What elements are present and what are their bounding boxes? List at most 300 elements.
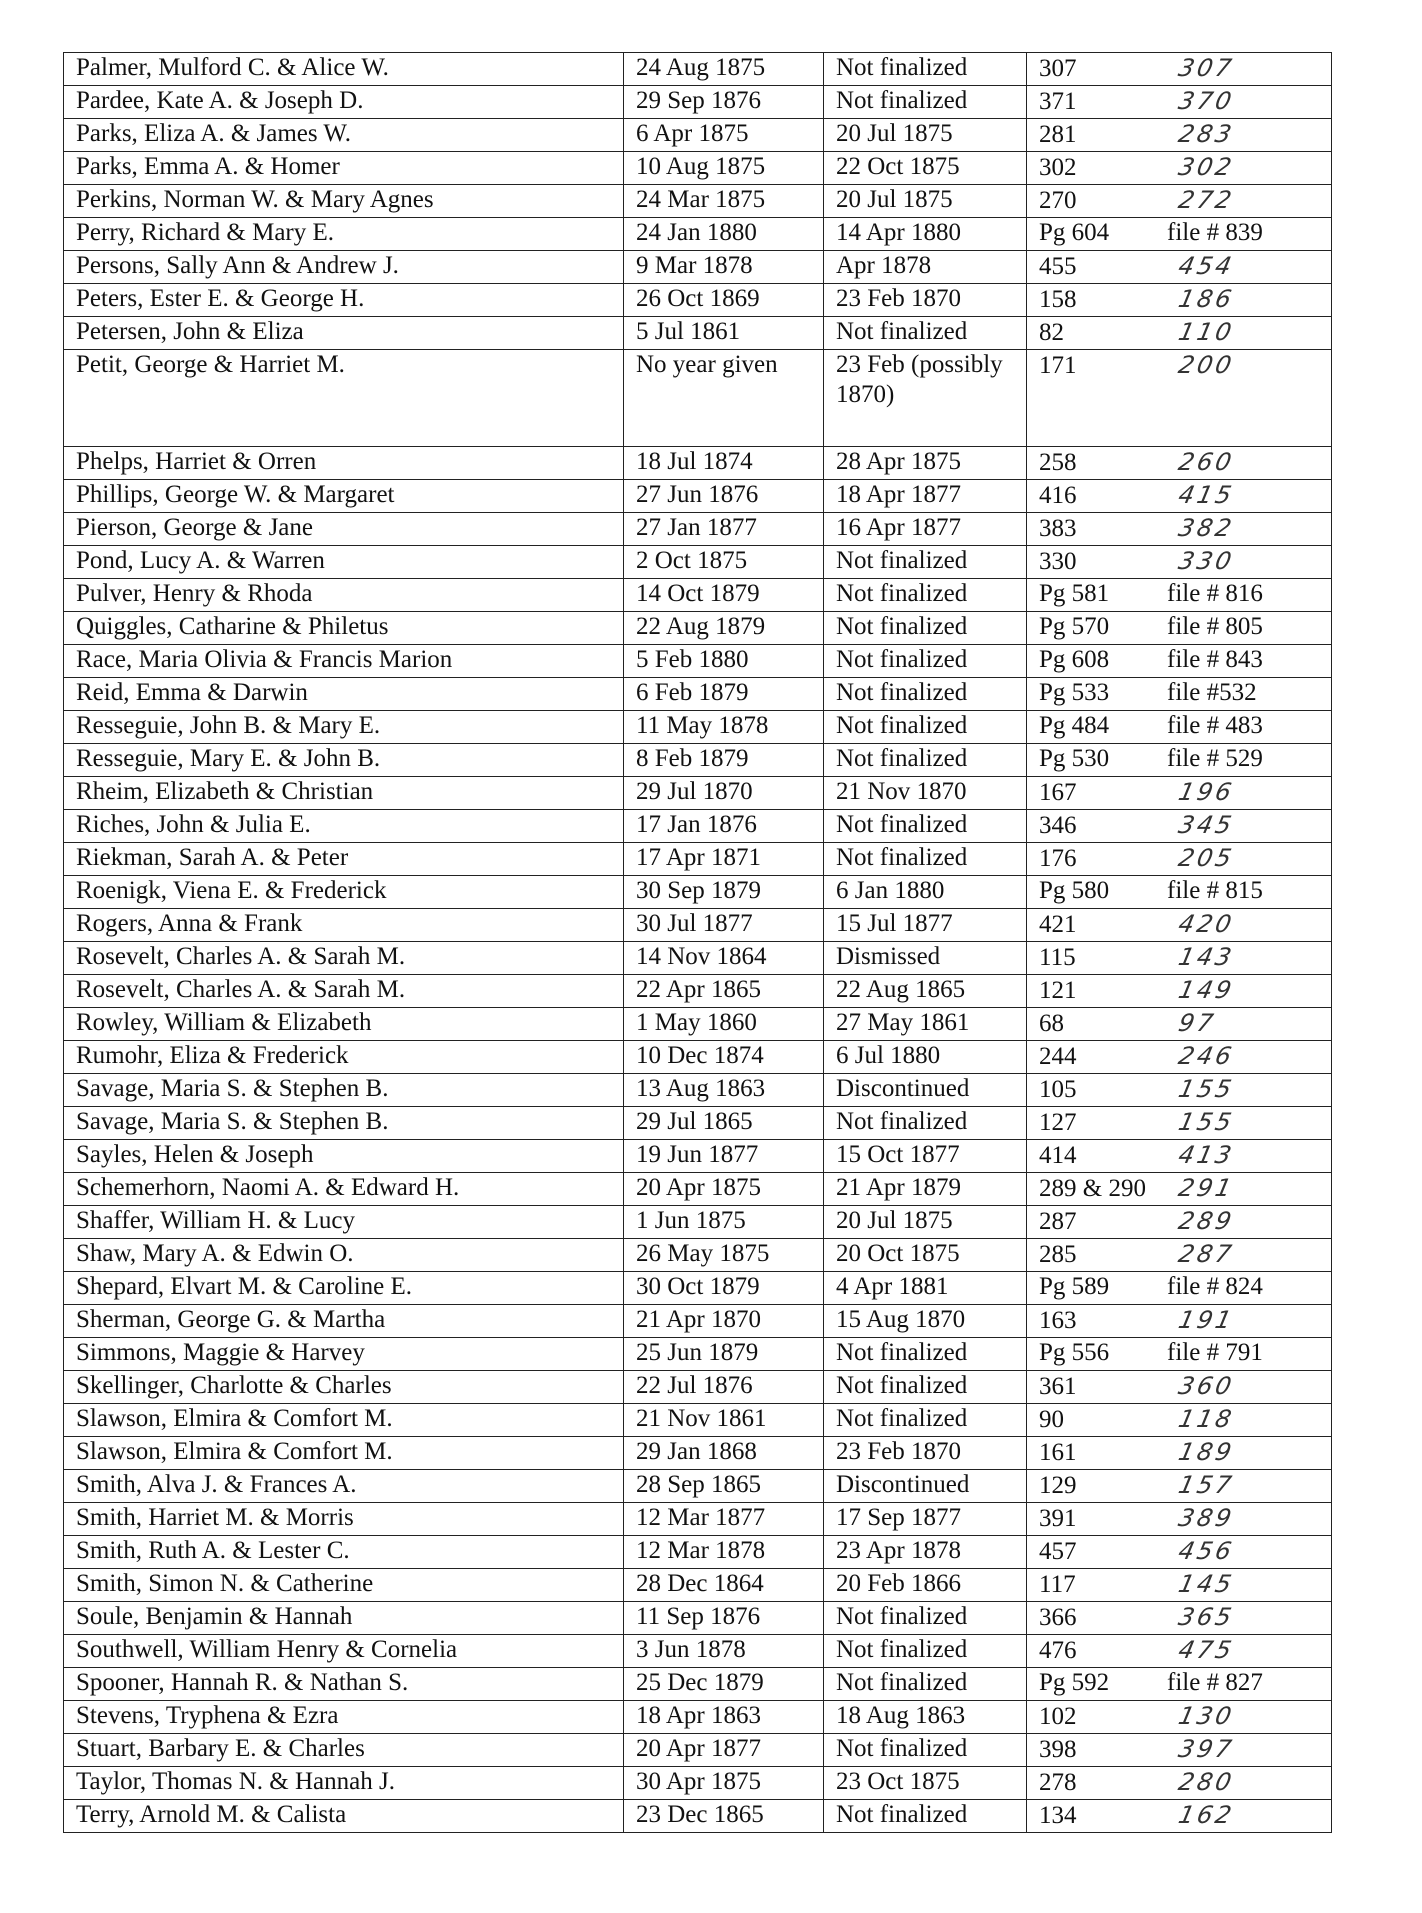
table-row bbox=[64, 1767, 1332, 1800]
finalized-cell: Not finalized bbox=[824, 1800, 1027, 1833]
file-number-cell bbox=[1027, 777, 1332, 810]
party-names-cell: Savage, Maria S. & Stephen B. bbox=[64, 1107, 624, 1140]
table-row bbox=[64, 119, 1332, 152]
table-row bbox=[64, 975, 1332, 1008]
file-number-cell bbox=[1027, 1305, 1332, 1338]
file-number-cell bbox=[1027, 579, 1332, 612]
handwritten-number: 287 bbox=[1176, 1240, 1237, 1268]
handwritten-number: 280 bbox=[1176, 1768, 1237, 1796]
party-names-cell: Parks, Eliza A. & James W. bbox=[64, 119, 624, 152]
table-row bbox=[64, 1074, 1332, 1107]
filed-date-cell: 24 Mar 1875 bbox=[624, 185, 824, 218]
file-number-label: file # 483 bbox=[1167, 712, 1263, 739]
table-row bbox=[64, 909, 1332, 942]
finalized-cell: 15 Jul 1877 bbox=[824, 909, 1027, 942]
finalized-cell: Not finalized bbox=[824, 1338, 1027, 1371]
finalized-cell: Not finalized bbox=[824, 317, 1027, 350]
table-row bbox=[64, 1569, 1332, 1602]
file-number-cell bbox=[1027, 1470, 1332, 1503]
file-page-number: Pg 592 bbox=[1039, 1669, 1110, 1696]
file-number-label: file # 827 bbox=[1167, 1669, 1263, 1696]
party-names-cell: Parks, Emma A. & Homer bbox=[64, 152, 624, 185]
finalized-cell: Not finalized bbox=[824, 53, 1027, 86]
filed-date-cell: 8 Feb 1879 bbox=[624, 744, 824, 777]
table-row bbox=[64, 1173, 1332, 1206]
finalized-cell: 23 Feb 1870 bbox=[824, 1437, 1027, 1470]
file-page-number: Pg 556 bbox=[1039, 1339, 1110, 1366]
filed-date-cell: 1 Jun 1875 bbox=[624, 1206, 824, 1239]
file-page-number: Pg 589 bbox=[1039, 1273, 1110, 1300]
file-number-cell bbox=[1027, 447, 1332, 480]
finalized-cell: 15 Oct 1877 bbox=[824, 1140, 1027, 1173]
file-number-cell bbox=[1027, 86, 1332, 119]
file-page-number: 476 bbox=[1039, 1637, 1077, 1664]
file-page-number: 455 bbox=[1039, 253, 1077, 280]
table-row bbox=[64, 1404, 1332, 1437]
file-number-label: file #532 bbox=[1167, 679, 1257, 706]
party-names-cell: Southwell, William Henry & Cornelia bbox=[64, 1635, 624, 1668]
file-number-cell bbox=[1027, 480, 1332, 513]
table-row bbox=[64, 447, 1332, 480]
filed-date-cell: No year given bbox=[624, 350, 824, 447]
file-number-cell bbox=[1027, 942, 1332, 975]
filed-date-cell: 19 Jun 1877 bbox=[624, 1140, 824, 1173]
filed-date-cell: 29 Jan 1868 bbox=[624, 1437, 824, 1470]
file-number-label: file # 529 bbox=[1167, 745, 1263, 772]
table-row bbox=[64, 711, 1332, 744]
filed-date-cell: 25 Jun 1879 bbox=[624, 1338, 824, 1371]
finalized-cell: Not finalized bbox=[824, 810, 1027, 843]
file-number-cell bbox=[1027, 843, 1332, 876]
file-number-cell bbox=[1027, 1239, 1332, 1272]
table-row bbox=[64, 1602, 1332, 1635]
table-row bbox=[64, 1338, 1332, 1371]
finalized-cell: 20 Oct 1875 bbox=[824, 1239, 1027, 1272]
table-row bbox=[64, 86, 1332, 119]
file-page-number: 244 bbox=[1039, 1043, 1077, 1070]
party-names-cell: Rumohr, Eliza & Frederick bbox=[64, 1041, 624, 1074]
table-row bbox=[64, 1272, 1332, 1305]
handwritten-number: 155 bbox=[1176, 1075, 1237, 1103]
file-page-number: 258 bbox=[1039, 449, 1077, 476]
file-page-number: Pg 608 bbox=[1039, 646, 1110, 673]
filed-date-cell: 10 Aug 1875 bbox=[624, 152, 824, 185]
filed-date-cell: 26 May 1875 bbox=[624, 1239, 824, 1272]
party-names-cell: Resseguie, Mary E. & John B. bbox=[64, 744, 624, 777]
handwritten-number: 246 bbox=[1176, 1042, 1237, 1070]
handwritten-number: 345 bbox=[1176, 811, 1237, 839]
file-page-number: 134 bbox=[1039, 1802, 1077, 1829]
table-row bbox=[64, 777, 1332, 810]
table-row bbox=[64, 1800, 1332, 1833]
file-number-cell bbox=[1027, 1371, 1332, 1404]
party-names-cell: Stuart, Barbary E. & Charles bbox=[64, 1734, 624, 1767]
party-names-cell: Pierson, George & Jane bbox=[64, 513, 624, 546]
party-names-cell: Soule, Benjamin & Hannah bbox=[64, 1602, 624, 1635]
handwritten-number: 145 bbox=[1176, 1570, 1237, 1598]
finalized-cell: Not finalized bbox=[824, 612, 1027, 645]
finalized-cell: Not finalized bbox=[824, 1107, 1027, 1140]
party-names-cell: Spooner, Hannah R. & Nathan S. bbox=[64, 1668, 624, 1701]
file-number-label: file # 824 bbox=[1167, 1273, 1263, 1300]
handwritten-number: 143 bbox=[1176, 943, 1237, 971]
file-number-cell bbox=[1027, 1140, 1332, 1173]
handwritten-number: 110 bbox=[1176, 318, 1237, 346]
file-page-number: Pg 484 bbox=[1039, 712, 1110, 739]
table-row bbox=[64, 1140, 1332, 1173]
records-sheet bbox=[63, 52, 1331, 1833]
file-number-cell bbox=[1027, 1338, 1332, 1371]
filed-date-cell: 21 Apr 1870 bbox=[624, 1305, 824, 1338]
party-names-cell: Taylor, Thomas N. & Hannah J. bbox=[64, 1767, 624, 1800]
party-names-cell: Rogers, Anna & Frank bbox=[64, 909, 624, 942]
table-row bbox=[64, 350, 1332, 447]
table-row bbox=[64, 185, 1332, 218]
party-names-cell: Petersen, John & Eliza bbox=[64, 317, 624, 350]
table-row bbox=[64, 1635, 1332, 1668]
file-number-cell bbox=[1027, 350, 1332, 447]
filed-date-cell: 11 Sep 1876 bbox=[624, 1602, 824, 1635]
filed-date-cell: 29 Jul 1870 bbox=[624, 777, 824, 810]
handwritten-number: 413 bbox=[1176, 1141, 1237, 1169]
file-page-number: 307 bbox=[1039, 55, 1077, 82]
file-page-number: 82 bbox=[1039, 319, 1064, 346]
handwritten-number: 260 bbox=[1176, 448, 1237, 476]
handwritten-number: 415 bbox=[1176, 481, 1237, 509]
handwritten-number: 302 bbox=[1176, 153, 1237, 181]
party-names-cell: Perry, Richard & Mary E. bbox=[64, 218, 624, 251]
file-number-cell bbox=[1027, 1206, 1332, 1239]
file-number-cell bbox=[1027, 513, 1332, 546]
filed-date-cell: 17 Jan 1876 bbox=[624, 810, 824, 843]
file-number-cell bbox=[1027, 678, 1332, 711]
table-row bbox=[64, 612, 1332, 645]
filed-date-cell: 21 Nov 1861 bbox=[624, 1404, 824, 1437]
file-page-number: 117 bbox=[1039, 1571, 1076, 1598]
filed-date-cell: 29 Sep 1876 bbox=[624, 86, 824, 119]
party-names-cell: Phillips, George W. & Margaret bbox=[64, 480, 624, 513]
finalized-cell: 18 Apr 1877 bbox=[824, 480, 1027, 513]
filed-date-cell: 17 Apr 1871 bbox=[624, 843, 824, 876]
records-body bbox=[64, 53, 1332, 1833]
file-number-cell bbox=[1027, 1272, 1332, 1305]
party-names-cell: Pond, Lucy A. & Warren bbox=[64, 546, 624, 579]
handwritten-number: 162 bbox=[1176, 1801, 1237, 1829]
file-number-cell bbox=[1027, 119, 1332, 152]
file-number-cell bbox=[1027, 1668, 1332, 1701]
finalized-cell: Not finalized bbox=[824, 843, 1027, 876]
file-number-cell bbox=[1027, 744, 1332, 777]
file-number-cell bbox=[1027, 1602, 1332, 1635]
finalized-cell: Not finalized bbox=[824, 1602, 1027, 1635]
finalized-cell: Not finalized bbox=[824, 1734, 1027, 1767]
file-page-number: 287 bbox=[1039, 1208, 1077, 1235]
file-page-number: Pg 580 bbox=[1039, 877, 1110, 904]
handwritten-number: 475 bbox=[1176, 1636, 1237, 1664]
party-names-cell: Savage, Maria S. & Stephen B. bbox=[64, 1074, 624, 1107]
file-number-cell bbox=[1027, 1800, 1332, 1833]
table-row bbox=[64, 1305, 1332, 1338]
table-row bbox=[64, 1107, 1332, 1140]
finalized-cell: Not finalized bbox=[824, 1404, 1027, 1437]
file-number-cell bbox=[1027, 612, 1332, 645]
file-number-cell bbox=[1027, 1569, 1332, 1602]
file-page-number: 398 bbox=[1039, 1736, 1077, 1763]
file-page-number: 90 bbox=[1039, 1406, 1064, 1433]
filed-date-cell: 30 Jul 1877 bbox=[624, 909, 824, 942]
file-number-cell bbox=[1027, 317, 1332, 350]
divorce-records-table bbox=[63, 52, 1332, 1833]
handwritten-number: 283 bbox=[1176, 120, 1237, 148]
party-names-cell: Shepard, Elvart M. & Caroline E. bbox=[64, 1272, 624, 1305]
handwritten-number: 200 bbox=[1176, 351, 1237, 379]
file-page-number: Pg 604 bbox=[1039, 219, 1110, 246]
party-names-cell: Smith, Ruth A. & Lester C. bbox=[64, 1536, 624, 1569]
filed-date-cell: 22 Apr 1865 bbox=[624, 975, 824, 1008]
file-page-number: 371 bbox=[1039, 88, 1077, 115]
file-number-cell bbox=[1027, 152, 1332, 185]
filed-date-cell: 22 Aug 1879 bbox=[624, 612, 824, 645]
handwritten-number: 291 bbox=[1176, 1174, 1237, 1202]
table-row bbox=[64, 579, 1332, 612]
filed-date-cell: 24 Aug 1875 bbox=[624, 53, 824, 86]
file-page-number: 171 bbox=[1039, 352, 1077, 379]
file-number-cell bbox=[1027, 1635, 1332, 1668]
party-names-cell: Smith, Simon N. & Catherine bbox=[64, 1569, 624, 1602]
party-names-cell: Shaffer, William H. & Lucy bbox=[64, 1206, 624, 1239]
file-number-cell bbox=[1027, 1503, 1332, 1536]
filed-date-cell: 10 Dec 1874 bbox=[624, 1041, 824, 1074]
party-names-cell: Persons, Sally Ann & Andrew J. bbox=[64, 251, 624, 284]
filed-date-cell: 26 Oct 1869 bbox=[624, 284, 824, 317]
handwritten-number: 149 bbox=[1176, 976, 1237, 1004]
table-row bbox=[64, 218, 1332, 251]
table-row bbox=[64, 546, 1332, 579]
table-row bbox=[64, 1239, 1332, 1272]
party-names-cell: Shaw, Mary A. & Edwin O. bbox=[64, 1239, 624, 1272]
file-page-number: 361 bbox=[1039, 1373, 1077, 1400]
file-number-cell bbox=[1027, 546, 1332, 579]
handwritten-number: 189 bbox=[1176, 1438, 1237, 1466]
finalized-cell: 20 Jul 1875 bbox=[824, 1206, 1027, 1239]
filed-date-cell: 6 Feb 1879 bbox=[624, 678, 824, 711]
finalized-cell: 21 Nov 1870 bbox=[824, 777, 1027, 810]
file-page-number: 330 bbox=[1039, 548, 1077, 575]
party-names-cell: Rosevelt, Charles A. & Sarah M. bbox=[64, 975, 624, 1008]
file-number-label: file # 791 bbox=[1167, 1339, 1263, 1366]
filed-date-cell: 2 Oct 1875 bbox=[624, 546, 824, 579]
filed-date-cell: 12 Mar 1878 bbox=[624, 1536, 824, 1569]
file-page-number: 121 bbox=[1039, 977, 1077, 1004]
party-names-cell: Rheim, Elizabeth & Christian bbox=[64, 777, 624, 810]
handwritten-number: 454 bbox=[1176, 252, 1237, 280]
table-row bbox=[64, 1701, 1332, 1734]
finalized-cell: 17 Sep 1877 bbox=[824, 1503, 1027, 1536]
file-page-number: 105 bbox=[1039, 1076, 1077, 1103]
party-names-cell: Quiggles, Catharine & Philetus bbox=[64, 612, 624, 645]
table-row bbox=[64, 645, 1332, 678]
finalized-cell: Not finalized bbox=[824, 86, 1027, 119]
file-number-cell bbox=[1027, 1437, 1332, 1470]
file-page-number: 391 bbox=[1039, 1505, 1077, 1532]
handwritten-number: 289 bbox=[1176, 1207, 1237, 1235]
filed-date-cell: 30 Sep 1879 bbox=[624, 876, 824, 909]
file-number-cell bbox=[1027, 1008, 1332, 1041]
finalized-cell: 6 Jan 1880 bbox=[824, 876, 1027, 909]
party-names-cell: Rowley, William & Elizabeth bbox=[64, 1008, 624, 1041]
file-page-number: 167 bbox=[1039, 779, 1077, 806]
table-row bbox=[64, 1503, 1332, 1536]
table-row bbox=[64, 744, 1332, 777]
file-page-number: 270 bbox=[1039, 187, 1077, 214]
filed-date-cell: 27 Jan 1877 bbox=[624, 513, 824, 546]
file-page-number: Pg 570 bbox=[1039, 613, 1110, 640]
party-names-cell: Petit, George & Harriet M. bbox=[64, 350, 624, 447]
file-page-number: 346 bbox=[1039, 812, 1077, 839]
filed-date-cell: 29 Jul 1865 bbox=[624, 1107, 824, 1140]
file-page-number: 115 bbox=[1039, 944, 1076, 971]
handwritten-number: 118 bbox=[1176, 1405, 1237, 1433]
table-row bbox=[64, 251, 1332, 284]
handwritten-number: 420 bbox=[1176, 910, 1237, 938]
file-number-cell bbox=[1027, 1074, 1332, 1107]
table-row bbox=[64, 1470, 1332, 1503]
party-names-cell: Rosevelt, Charles A. & Sarah M. bbox=[64, 942, 624, 975]
file-page-number: 176 bbox=[1039, 845, 1077, 872]
handwritten-number: 456 bbox=[1176, 1537, 1237, 1565]
party-names-cell: Reid, Emma & Darwin bbox=[64, 678, 624, 711]
filed-date-cell: 20 Apr 1877 bbox=[624, 1734, 824, 1767]
filed-date-cell: 20 Apr 1875 bbox=[624, 1173, 824, 1206]
finalized-cell: Apr 1878 bbox=[824, 251, 1027, 284]
finalized-cell: Discontinued bbox=[824, 1074, 1027, 1107]
finalized-cell: Not finalized bbox=[824, 1635, 1027, 1668]
party-names-cell: Riekman, Sarah A. & Peter bbox=[64, 843, 624, 876]
table-row bbox=[64, 1536, 1332, 1569]
handwritten-number: 130 bbox=[1176, 1702, 1237, 1730]
finalized-cell: Not finalized bbox=[824, 1371, 1027, 1404]
file-page-number: Pg 581 bbox=[1039, 580, 1110, 607]
finalized-cell: Not finalized bbox=[824, 645, 1027, 678]
file-page-number: 158 bbox=[1039, 286, 1077, 313]
handwritten-number: 196 bbox=[1176, 778, 1237, 806]
table-row bbox=[64, 942, 1332, 975]
file-number-cell bbox=[1027, 53, 1332, 86]
party-names-cell: Smith, Alva J. & Frances A. bbox=[64, 1470, 624, 1503]
table-row bbox=[64, 843, 1332, 876]
filed-date-cell: 27 Jun 1876 bbox=[624, 480, 824, 513]
party-names-cell: Smith, Harriet M. & Morris bbox=[64, 1503, 624, 1536]
filed-date-cell: 24 Jan 1880 bbox=[624, 218, 824, 251]
filed-date-cell: 14 Nov 1864 bbox=[624, 942, 824, 975]
filed-date-cell: 5 Feb 1880 bbox=[624, 645, 824, 678]
file-page-number: 127 bbox=[1039, 1109, 1077, 1136]
file-number-cell bbox=[1027, 645, 1332, 678]
finalized-cell: 21 Apr 1879 bbox=[824, 1173, 1027, 1206]
file-number-cell bbox=[1027, 876, 1332, 909]
file-number-cell bbox=[1027, 1041, 1332, 1074]
file-number-cell bbox=[1027, 1734, 1332, 1767]
handwritten-number: 205 bbox=[1176, 844, 1237, 872]
party-names-cell: Pulver, Henry & Rhoda bbox=[64, 579, 624, 612]
file-page-number: 278 bbox=[1039, 1769, 1077, 1796]
party-names-cell: Roenigk, Viena E. & Frederick bbox=[64, 876, 624, 909]
filed-date-cell: 14 Oct 1879 bbox=[624, 579, 824, 612]
file-page-number: 421 bbox=[1039, 911, 1077, 938]
file-number-cell bbox=[1027, 1536, 1332, 1569]
file-number-cell bbox=[1027, 810, 1332, 843]
handwritten-number: 272 bbox=[1176, 186, 1237, 214]
finalized-cell: 23 Feb (possibly 1870) bbox=[824, 350, 1027, 447]
file-number-label: file # 805 bbox=[1167, 613, 1263, 640]
table-row bbox=[64, 1041, 1332, 1074]
file-page-number: 163 bbox=[1039, 1307, 1077, 1334]
handwritten-number: 389 bbox=[1176, 1504, 1237, 1532]
table-row bbox=[64, 1008, 1332, 1041]
table-row bbox=[64, 284, 1332, 317]
file-page-number: 285 bbox=[1039, 1241, 1077, 1268]
finalized-cell: Not finalized bbox=[824, 678, 1027, 711]
handwritten-number: 191 bbox=[1176, 1306, 1237, 1334]
file-number-label: file # 816 bbox=[1167, 580, 1263, 607]
handwritten-number: 186 bbox=[1176, 285, 1237, 313]
finalized-cell: 14 Apr 1880 bbox=[824, 218, 1027, 251]
table-row bbox=[64, 876, 1332, 909]
filed-date-cell: 23 Dec 1865 bbox=[624, 1800, 824, 1833]
file-number-cell bbox=[1027, 711, 1332, 744]
table-row bbox=[64, 810, 1332, 843]
table-row bbox=[64, 152, 1332, 185]
finalized-cell: 23 Oct 1875 bbox=[824, 1767, 1027, 1800]
table-row bbox=[64, 317, 1332, 350]
file-number-cell bbox=[1027, 251, 1332, 284]
party-names-cell: Sayles, Helen & Joseph bbox=[64, 1140, 624, 1173]
handwritten-number: 360 bbox=[1176, 1372, 1237, 1400]
file-number-cell bbox=[1027, 284, 1332, 317]
file-page-number: 302 bbox=[1039, 154, 1077, 181]
finalized-cell: 4 Apr 1881 bbox=[824, 1272, 1027, 1305]
finalized-cell: Not finalized bbox=[824, 744, 1027, 777]
file-page-number: 68 bbox=[1039, 1010, 1064, 1037]
table-row bbox=[64, 513, 1332, 546]
file-number-cell bbox=[1027, 1107, 1332, 1140]
file-page-number: 414 bbox=[1039, 1142, 1077, 1169]
party-names-cell: Peters, Ester E. & George H. bbox=[64, 284, 624, 317]
filed-date-cell: 3 Jun 1878 bbox=[624, 1635, 824, 1668]
table-row bbox=[64, 1668, 1332, 1701]
finalized-cell: 23 Apr 1878 bbox=[824, 1536, 1027, 1569]
file-number-cell bbox=[1027, 185, 1332, 218]
file-number-cell bbox=[1027, 909, 1332, 942]
filed-date-cell: 28 Dec 1864 bbox=[624, 1569, 824, 1602]
party-names-cell: Slawson, Elmira & Comfort M. bbox=[64, 1437, 624, 1470]
table-row bbox=[64, 678, 1332, 711]
filed-date-cell: 13 Aug 1863 bbox=[624, 1074, 824, 1107]
finalized-cell: Not finalized bbox=[824, 546, 1027, 579]
finalized-cell: 18 Aug 1863 bbox=[824, 1701, 1027, 1734]
filed-date-cell: 6 Apr 1875 bbox=[624, 119, 824, 152]
finalized-cell: Discontinued bbox=[824, 1470, 1027, 1503]
party-names-cell: Resseguie, John B. & Mary E. bbox=[64, 711, 624, 744]
party-names-cell: Sherman, George G. & Martha bbox=[64, 1305, 624, 1338]
file-page-number: 457 bbox=[1039, 1538, 1077, 1565]
finalized-cell: Not finalized bbox=[824, 711, 1027, 744]
finalized-cell: 20 Jul 1875 bbox=[824, 185, 1027, 218]
handwritten-number: 155 bbox=[1176, 1108, 1237, 1136]
party-names-cell: Schemerhorn, Naomi A. & Edward H. bbox=[64, 1173, 624, 1206]
finalized-cell: Not finalized bbox=[824, 1668, 1027, 1701]
handwritten-number: 157 bbox=[1176, 1471, 1237, 1499]
